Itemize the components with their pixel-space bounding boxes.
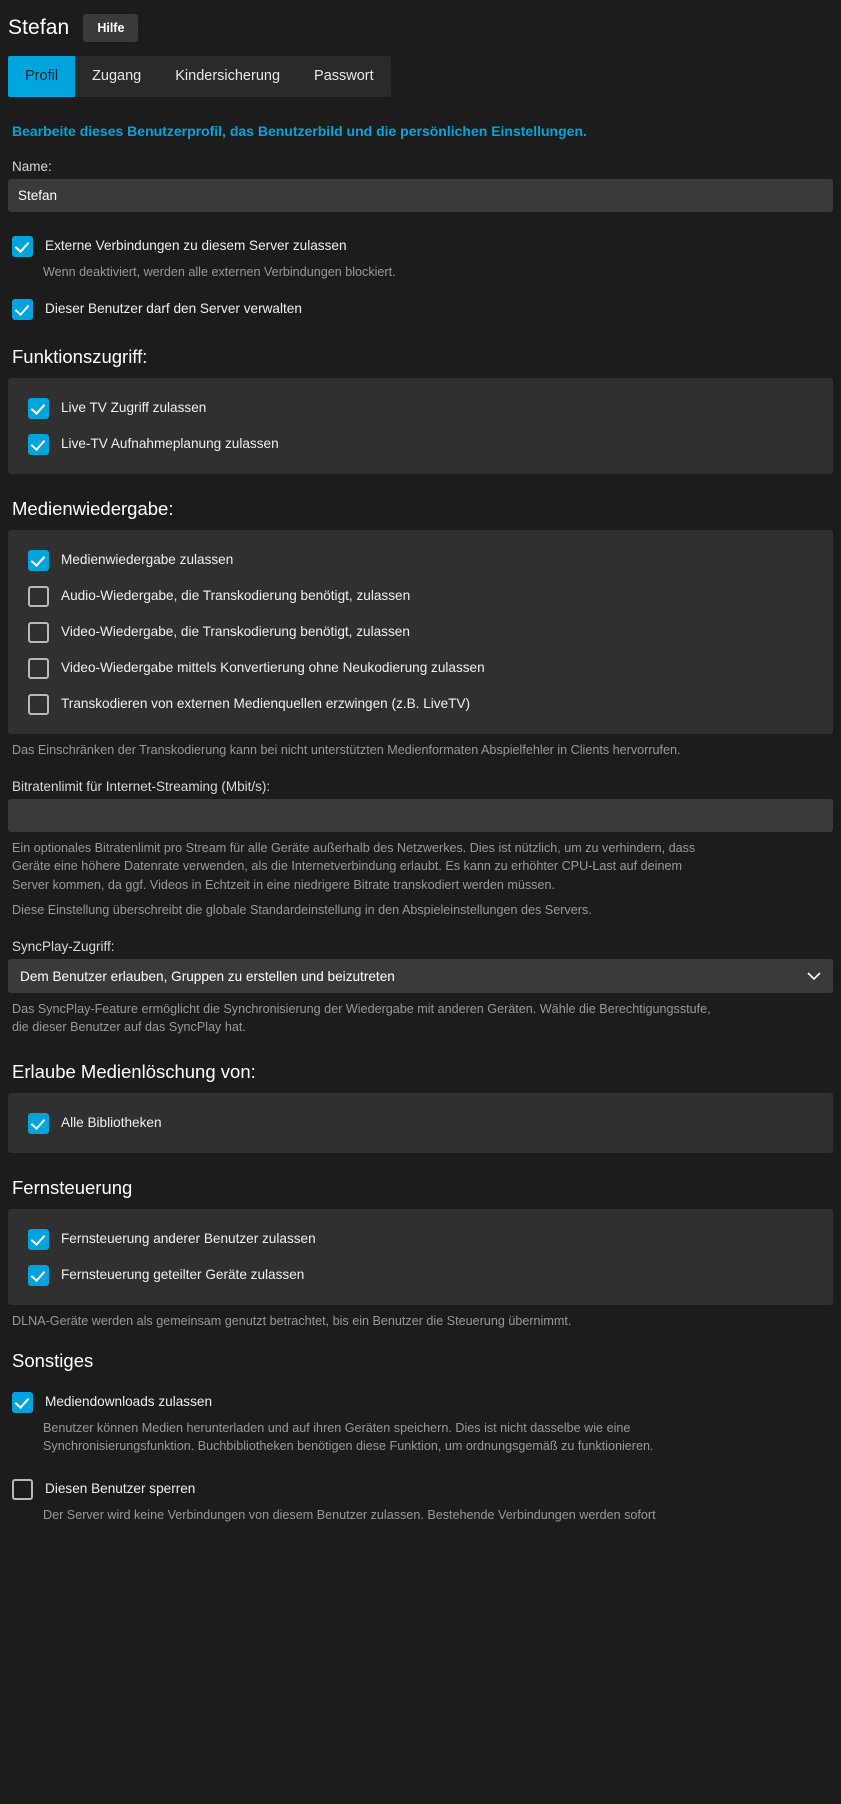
enable-livetv-recording-row[interactable]	[28, 426, 813, 462]
feature-access-panel	[8, 378, 833, 474]
enable-media-playback-row[interactable]	[28, 542, 813, 578]
checkbox-unchecked-icon[interactable]	[28, 586, 49, 607]
checkbox-checked-icon[interactable]	[12, 1392, 33, 1413]
tab-zugang[interactable]: Zugang	[92, 68, 142, 84]
checkbox-unchecked-icon[interactable]	[28, 694, 49, 715]
is-administrator-row[interactable]	[8, 289, 833, 322]
checkbox-checked-icon[interactable]	[28, 434, 49, 455]
syncplay-select[interactable]: Dem Benutzer erlauben, Gruppen zu erstellen und beizutreten	[8, 959, 833, 993]
name-input[interactable]	[8, 179, 833, 212]
bitrate-input[interactable]	[8, 799, 833, 832]
misc-title: Sonstiges	[12, 1349, 94, 1371]
remote-control-panel	[8, 1209, 833, 1305]
remote-control-other-users-row[interactable]	[28, 1221, 813, 1257]
bitrate-hint: Ein optionales Bitratenlimit pro Stream für alle Geräte außerhalb des Netzwerkes. Dies ist nützlich, um zu verhindern, dass Geräte eine höhere Datenrate verwenden, als die Internetverbindung erlaubt. Es kann zu erhöhter CPU-Last auf deinem Server kommen, da ggf. Videos in Echtzeit in eine niedrigere Bitrate transkodiert werden müssen.	[12, 841, 696, 892]
enable-livetv-recording-label: Live-TV Aufnahmeplanung zulassen	[61, 435, 279, 451]
disable-user-row[interactable]	[8, 1469, 833, 1502]
force-remote-transcoding-row[interactable]	[28, 686, 813, 722]
enable-video-remuxing-label: Video-Wiedergabe mittels Konvertierung ohne Neukodierung zulassen	[61, 659, 485, 675]
enable-audio-transcoding-row[interactable]	[28, 578, 813, 614]
checkbox-checked-icon[interactable]	[28, 1113, 49, 1134]
remote-control-hint: DLNA-Geräte werden als gemeinsam genutzt betrachtet, bis ein Benutzer die Steuerung übernimmt.	[12, 1313, 572, 1328]
feature-access-title: Funktionszugriff:	[12, 345, 148, 367]
deletion-panel	[8, 1093, 833, 1153]
checkbox-checked-icon[interactable]	[28, 398, 49, 419]
enable-media-downloads-hint: Benutzer können Medien herunterladen und auf ihren Geräten speichern. Dies ist nicht dasselbe wie eine Synchronisierungsfunktion. Buchbibliotheken benötigen diese Funktion, um ordnungsgemäß zu funktionieren.	[43, 1420, 654, 1453]
enable-video-transcoding-label: Video-Wiedergabe, die Transkodierung benötigt, zulassen	[61, 623, 410, 639]
remote-control-other-users-label: Fernsteuerung anderer Benutzer zulassen	[61, 1230, 316, 1246]
intro-description: Bearbeite dieses Benutzerprofil, das Benutzerbild und die persönlichen Einstellungen.	[12, 122, 587, 139]
syncplay-select-wrap	[8, 959, 833, 993]
enable-audio-transcoding-label: Audio-Wiedergabe, die Transkodierung benötigt, zulassen	[61, 587, 411, 603]
enable-livetv-access-label: Live TV Zugriff zulassen	[61, 399, 207, 415]
allow-remote-connections-hint: Wenn deaktiviert, werden alle externen Verbindungen blockiert.	[43, 264, 396, 279]
enable-livetv-access-row[interactable]	[28, 390, 813, 426]
checkbox-unchecked-icon[interactable]	[28, 622, 49, 643]
checkbox-unchecked-icon[interactable]	[12, 1479, 33, 1500]
deletion-title: Erlaube Medienlöschung von:	[12, 1060, 256, 1082]
playback-title: Medienwiedergabe:	[12, 497, 174, 519]
checkbox-checked-icon[interactable]	[28, 550, 49, 571]
enable-video-transcoding-row[interactable]	[28, 614, 813, 650]
disable-user-hint: Der Server wird keine Verbindungen von diesem Benutzer zulassen. Bestehende Verbindungen werden sofort	[43, 1508, 656, 1523]
playback-panel	[8, 530, 833, 734]
checkbox-checked-icon[interactable]	[28, 1229, 49, 1250]
is-administrator-label: Dieser Benutzer darf den Server verwalten	[45, 300, 302, 316]
tab-profil[interactable]: Profil	[8, 56, 75, 97]
delete-all-libraries-label: Alle Bibliotheken	[61, 1114, 162, 1130]
profile-tabs	[8, 56, 391, 97]
syncplay-hint: Das SyncPlay-Feature ermöglicht die Synchronisierung der Wiedergabe mit anderen Geräten. Wähle die Berechtigungsstufe, die dieser Benutzer auf das SyncPlay hat.	[12, 1002, 711, 1035]
force-remote-transcoding-label: Transkodieren von externen Medienquellen erzwingen (z.B. LiveTV)	[61, 695, 471, 711]
page-title: Stefan	[8, 16, 70, 39]
remote-control-shared-devices-row[interactable]	[28, 1257, 813, 1293]
checkbox-checked-icon[interactable]	[12, 299, 33, 320]
tab-passwort[interactable]: Passwort	[314, 68, 374, 84]
name-label: Name:	[12, 158, 52, 174]
playback-hint: Das Einschränken der Transkodierung kann bei nicht unterstützten Medienformaten Abspielfehler in Clients hervorrufen.	[12, 742, 681, 757]
bitrate-label: Bitratenlimit für Internet-Streaming (Mbit/s):	[12, 779, 271, 794]
enable-media-downloads-row[interactable]	[8, 1382, 833, 1415]
tab-kindersicherung[interactable]: Kindersicherung	[175, 68, 281, 84]
checkbox-checked-icon[interactable]	[12, 236, 33, 257]
allow-remote-connections-row[interactable]	[8, 226, 833, 259]
checkbox-checked-icon[interactable]	[28, 1265, 49, 1286]
bitrate-hint-secondary: Diese Einstellung überschreibt die globale Standardeinstellung in den Abspieleinstellungen des Servers.	[12, 902, 592, 917]
enable-media-downloads-label: Mediendownloads zulassen	[45, 1393, 213, 1409]
delete-all-libraries-row[interactable]	[28, 1105, 813, 1141]
allow-remote-connections-label: Externe Verbindungen zu diesem Server zulassen	[45, 237, 347, 253]
enable-video-remuxing-row[interactable]	[28, 650, 813, 686]
help-button[interactable]: Hilfe	[83, 14, 138, 42]
enable-media-playback-label: Medienwiedergabe zulassen	[61, 551, 234, 567]
syncplay-label: SyncPlay-Zugriff:	[12, 939, 115, 954]
disable-user-label: Diesen Benutzer sperren	[45, 1481, 196, 1497]
checkbox-unchecked-icon[interactable]	[28, 658, 49, 679]
remote-control-shared-devices-label: Fernsteuerung geteilter Geräte zulassen	[61, 1266, 305, 1282]
page-header	[8, 0, 833, 48]
remote-control-title: Fernsteuerung	[12, 1176, 133, 1198]
